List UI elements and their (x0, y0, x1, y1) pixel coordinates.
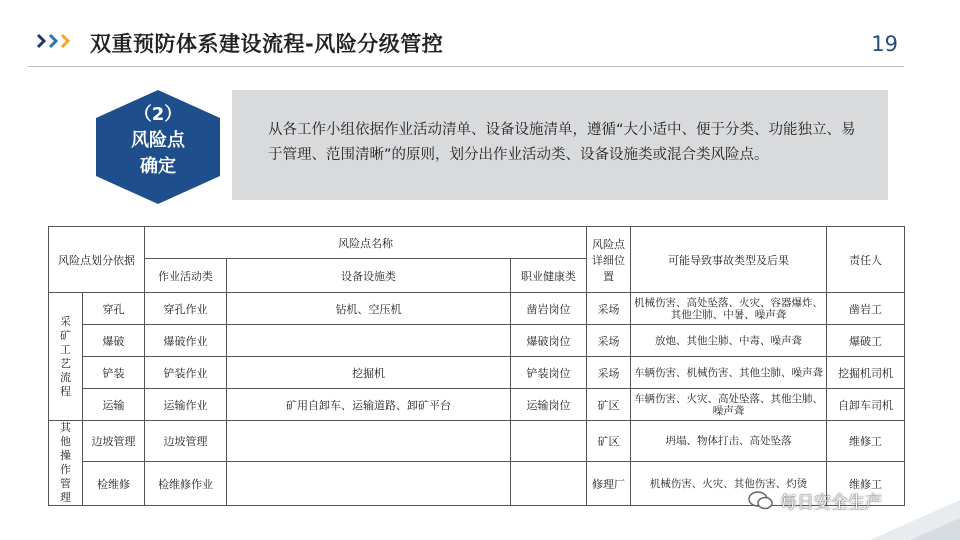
responsible-cell: 自卸车司机 (827, 389, 905, 421)
activity-cell: 穿孔作业 (145, 293, 227, 325)
location-cell: 采场 (587, 357, 631, 389)
description-text: 从各工作小组依据作业活动清单、设备设施清单，遵循“大小适中、便于分类、功能独立、易于管理、范围清晰”的原则，划分出作业活动类、设备设施类或混合类风险点。 (268, 122, 856, 163)
header-responsible: 责任人 (827, 227, 905, 293)
equipment-cell: 挖掘机 (227, 357, 511, 389)
location-cell: 修理厂 (587, 462, 631, 506)
table-row (49, 293, 905, 325)
header-consequence: 可能导致事故类型及后果 (631, 227, 827, 293)
header-occupational: 职业健康类 (511, 259, 587, 293)
badge-line2: 风险点 (131, 130, 185, 151)
chevron-icon (36, 33, 71, 49)
responsible-cell: 凿岩工 (827, 293, 905, 325)
consequence-cell: 车辆伤害、机械伤害、其他尘肺、噪声聋 (631, 357, 827, 389)
header-equipment: 设备设施类 (227, 259, 511, 293)
responsible-cell: 爆破工 (827, 325, 905, 357)
wechat-icon (748, 491, 774, 511)
responsible-cell: 挖掘机司机 (827, 357, 905, 389)
equipment-cell: 矿用自卸车、运输道路、卸矿平台 (227, 389, 511, 421)
sub-category: 铲装 (83, 357, 145, 389)
badge-line3: 确定 (140, 156, 176, 177)
responsible-cell: 维修工 (827, 462, 905, 506)
sub-category: 运输 (83, 389, 145, 421)
risk-point-table (48, 226, 905, 506)
occupational-cell (511, 462, 587, 506)
header-divider (28, 66, 904, 67)
table-row (49, 389, 905, 421)
equipment-cell (227, 462, 511, 506)
page-title: 双重预防体系建设流程-风险分级管控 (90, 32, 444, 56)
header-activity: 作业活动类 (145, 259, 227, 293)
consequence-cell: 机械伤害、高处坠落、火灾、容器爆炸、其他尘肺、中暑、噪声聋 (631, 293, 827, 325)
sub-category: 检维修 (83, 462, 145, 506)
badge-line1: （2） (133, 104, 183, 125)
location-cell: 矿区 (587, 389, 631, 421)
group-label: 采矿工艺流程 (49, 293, 83, 421)
header-basis: 风险点划分依据 (49, 227, 145, 293)
header-name: 风险点名称 (145, 227, 587, 259)
consequence-cell: 车辆伤害、火灾、高处坠落、其他尘肺、噪声聋 (631, 389, 827, 421)
header (0, 0, 960, 70)
sub-category: 边坡管理 (83, 421, 145, 462)
step-badge (96, 90, 220, 204)
equipment-cell (227, 421, 511, 462)
page-number: 19 (871, 32, 898, 56)
occupational-cell: 爆破岗位 (511, 325, 587, 357)
watermark-text: 每日安全生产 (780, 493, 882, 513)
equipment-cell: 钻机、空压机 (227, 293, 511, 325)
activity-cell: 边坡管理 (145, 421, 227, 462)
consequence-cell: 机械伤害、火灾、其他伤害、灼烫 (631, 462, 827, 506)
activity-cell: 检维修作业 (145, 462, 227, 506)
header-location: 风险点详细位置 (587, 227, 631, 293)
table-row (49, 421, 905, 462)
occupational-cell: 运输岗位 (511, 389, 587, 421)
location-cell: 矿区 (587, 421, 631, 462)
occupational-cell: 铲装岗位 (511, 357, 587, 389)
consequence-cell: 放炮、其他尘肺、中毒、噪声聋 (631, 325, 827, 357)
location-cell: 采场 (587, 325, 631, 357)
group-label: 其他操作管理 (49, 421, 83, 506)
occupational-cell (511, 421, 587, 462)
watermark (748, 488, 882, 513)
activity-cell: 爆破作业 (145, 325, 227, 357)
consequence-cell: 坍塌、物体打击、高处坠落 (631, 421, 827, 462)
occupational-cell: 凿岩岗位 (511, 293, 587, 325)
equipment-cell (227, 325, 511, 357)
activity-cell: 铲装作业 (145, 357, 227, 389)
activity-cell: 运输作业 (145, 389, 227, 421)
location-cell: 采场 (587, 293, 631, 325)
sub-category: 爆破 (83, 325, 145, 357)
table-row (49, 325, 905, 357)
responsible-cell: 维修工 (827, 421, 905, 462)
sub-category: 穿孔 (83, 293, 145, 325)
table-row (49, 357, 905, 389)
